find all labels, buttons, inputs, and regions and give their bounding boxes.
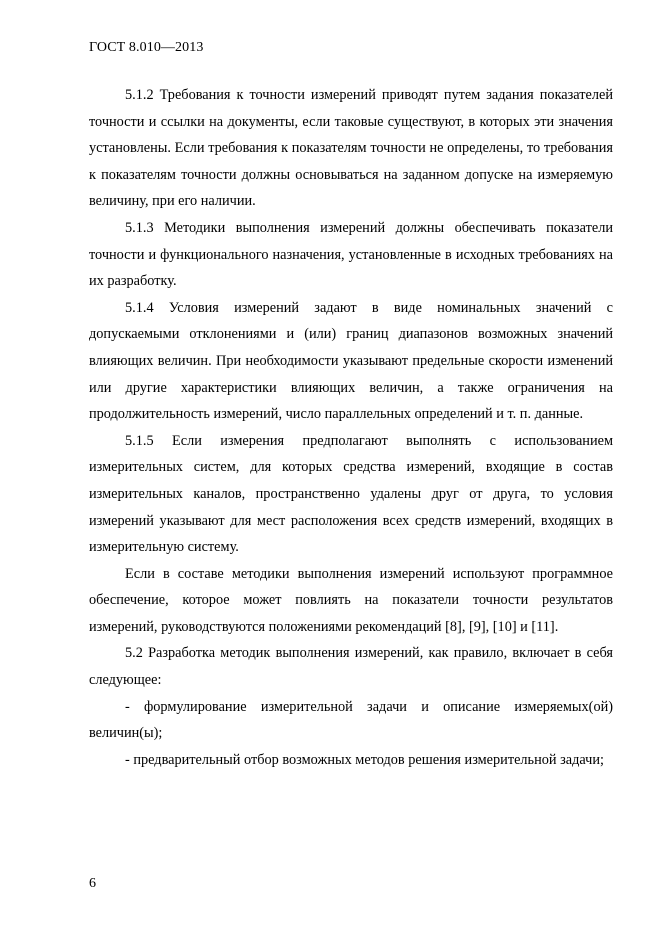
paragraph-5-1-3: 5.1.3 Методики выполнения измерений должны обеспечивать показатели точности и функционального назначения, установленные в исходных требованиях на их разработку. xyxy=(89,219,613,290)
page-number: 6 xyxy=(89,876,96,891)
paragraph-software-note: Если в составе методики выполнения измерений используют программное обеспечение, которое может повлиять на показатели точности результатов измерений, руководствуются положениями рекомендаций [8], [9], [10] и [11]. xyxy=(89,565,613,635)
list-item-formulation: - формулирование измерительной задачи и описание измеряемых(ой) величин(ы); xyxy=(89,698,613,742)
paragraph-5-1-5: 5.1.5 Если измерения предполагают выполнять с использованием измерительных систем, для которых средства измерений, входящие в состав измерительных каналов, пространственно удалены друг от друга, то условия измерений указывают для мест расположения всех средств измерений, входящих в измерительную систему. xyxy=(89,432,613,556)
paragraph-5-2: 5.2 Разработка методик выполнения измерений, как правило, включает в себя следующее: xyxy=(89,645,613,689)
list-item-preselection: - предварительный отбор возможных методов решения измерительной задачи; xyxy=(125,751,604,768)
paragraph-5-1-2: 5.1.2 Требования к точности измерений приводят путем задания показателей точности и ссылки на документы, если таковые существуют, в которых эти значения установлены. Если требования к показателям точности не определены, то требования к показателям точности должны основываться на заданном допуске на измеряемую величину, при его наличии. xyxy=(89,87,613,210)
document-body xyxy=(89,82,613,773)
paragraph-5-1-4: 5.1.4 Условия измерений задают в виде номинальных значений с допускаемыми отклонениями и (или) границ диапазонов возможных значений влияющих величин. При необходимости указывают предельные скорости изменений или другие характеристики влияющих величин, а также ограничения на продолжительность измерений, число параллельных определений и т. п. данные. xyxy=(89,299,613,423)
document-header: ГОСТ 8.010—2013 xyxy=(89,40,204,55)
